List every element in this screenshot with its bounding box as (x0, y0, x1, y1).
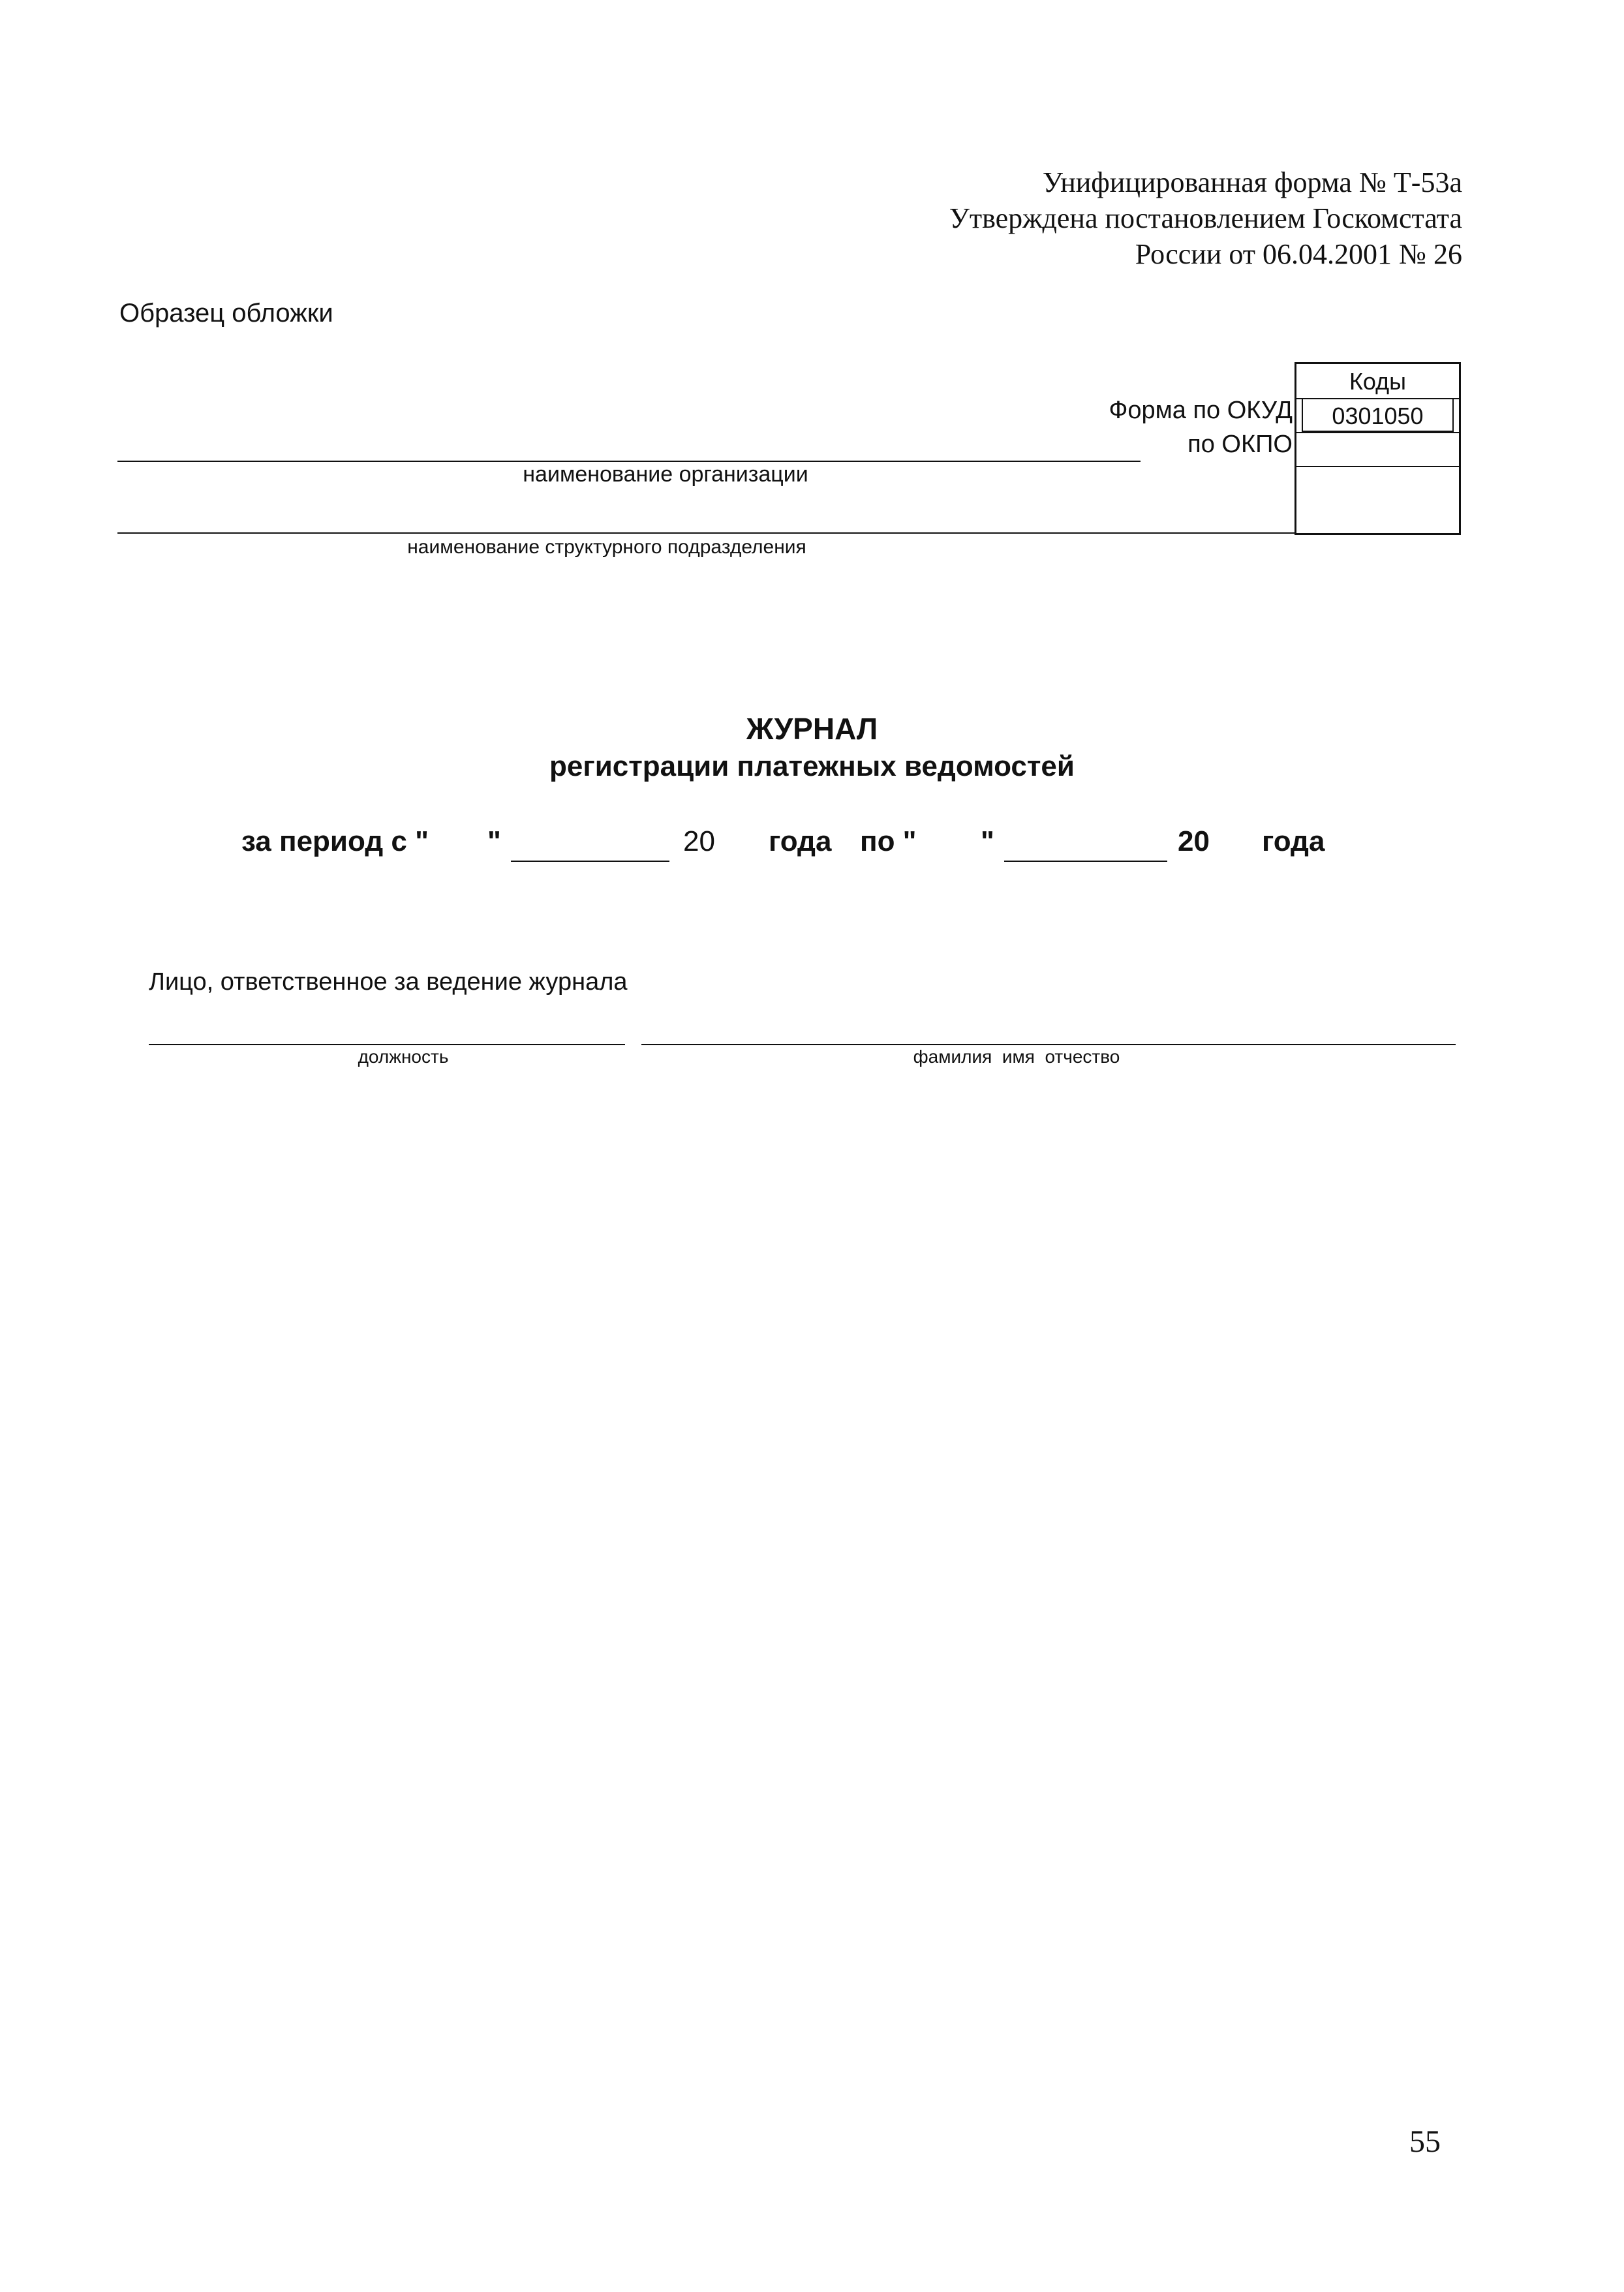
full-name-caption: фамилия имя отчество (913, 1047, 1120, 1067)
journal-subtitle: регистрации платежных ведомостей (549, 750, 1075, 782)
codes-table (1295, 362, 1461, 535)
okpo-label: по ОКПО (1187, 431, 1293, 458)
full-name-line[interactable] (641, 1044, 1456, 1045)
okpo-cell[interactable] (1296, 433, 1459, 467)
form-header (949, 164, 1462, 272)
period-from-year-word: года (769, 825, 832, 857)
period-line (0, 825, 1624, 871)
codes-header: Коды (1296, 364, 1459, 399)
form-header-line-3: России от 06.04.2001 № 26 (1135, 238, 1462, 270)
journal-title: ЖУРНАЛ (746, 712, 878, 746)
okud-label: Форма по ОКУД (1109, 397, 1293, 424)
responsible-label: Лицо, ответственное за ведение журнала (149, 968, 628, 996)
period-from-month-line[interactable] (511, 861, 669, 862)
sample-label: Образец обложки (119, 299, 333, 328)
form-header-line-1: Унифицированная форма № Т-53а (1042, 166, 1462, 198)
page-number: 55 (1409, 2124, 1441, 2159)
okud-cell[interactable] (1296, 399, 1459, 433)
period-to-label: по " (860, 825, 917, 857)
period-to-quote: " (981, 825, 994, 857)
dept-name-caption: наименование структурного подразделения (407, 536, 806, 558)
position-line[interactable] (149, 1044, 625, 1045)
extra-code-cell[interactable] (1296, 467, 1459, 535)
period-from-quote: " (487, 825, 501, 857)
form-header-line-2: Утверждена постановлением Госкомстата (949, 202, 1462, 234)
period-from-year-prefix: 20 (683, 825, 715, 857)
period-from-label: за период с " (241, 825, 429, 857)
period-to-year-prefix: 20 (1178, 825, 1210, 857)
org-name-caption: наименование организации (523, 462, 808, 487)
dept-name-line[interactable] (117, 532, 1295, 534)
okud-value: 0301050 (1302, 399, 1454, 432)
period-to-year-word: года (1262, 825, 1325, 857)
period-to-month-line[interactable] (1004, 861, 1167, 862)
position-caption: должность (358, 1047, 449, 1067)
